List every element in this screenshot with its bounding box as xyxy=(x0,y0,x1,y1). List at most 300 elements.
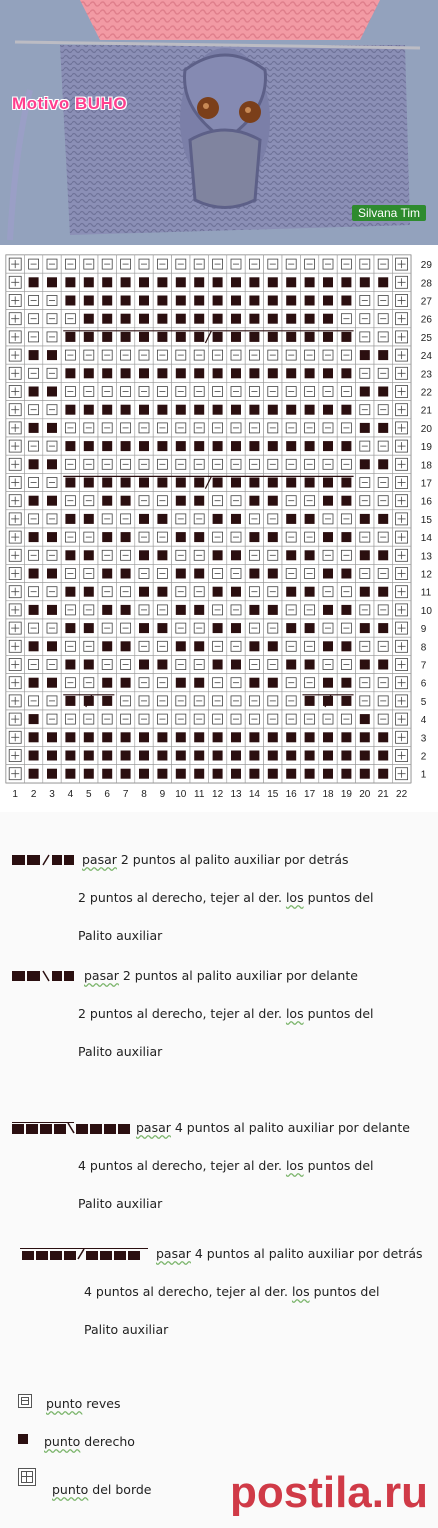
knit-stitch-mark xyxy=(305,623,315,633)
knit-stitch-mark xyxy=(157,623,167,633)
knit-stitch-mark xyxy=(249,532,259,542)
cable-2x2-front-icon xyxy=(12,970,74,982)
knit-stitch-mark xyxy=(268,277,278,287)
legend-line: Palito auxiliar xyxy=(78,1196,163,1211)
knit-stitch-mark xyxy=(65,277,75,287)
knit-stitch-mark xyxy=(176,296,186,306)
knit-stitch-mark xyxy=(360,514,370,524)
photo-credit: Silvana Tim xyxy=(352,205,426,221)
knit-stitch-mark xyxy=(157,314,167,324)
knit-stitch-mark xyxy=(47,732,57,742)
knit-stitch-mark xyxy=(121,496,131,506)
knit-stitch-mark xyxy=(249,296,259,306)
knit-stitch-mark xyxy=(139,623,149,633)
knit-stitch-mark xyxy=(286,751,296,761)
knit-stitch-mark xyxy=(268,296,278,306)
knit-stitch-mark xyxy=(268,368,278,378)
watermark: postila.ru xyxy=(229,1468,428,1517)
knit-stitch-mark xyxy=(102,769,112,779)
knit-stitch-mark xyxy=(231,751,241,761)
row-number: 10 xyxy=(420,605,432,617)
column-number: 6 xyxy=(104,788,110,800)
knit-stitch-mark xyxy=(268,641,278,651)
knit-stitch-mark xyxy=(84,332,94,342)
knit-stitch-mark xyxy=(194,641,204,651)
knit-stitch-mark xyxy=(286,277,296,287)
knit-stitch-mark xyxy=(213,332,223,342)
knit-stitch-mark xyxy=(139,514,149,524)
knit-stitch-mark xyxy=(305,332,315,342)
row-number: 26 xyxy=(420,314,432,326)
knit-stitch-mark xyxy=(157,296,167,306)
knit-stitch-mark xyxy=(157,405,167,415)
knit-stitch-mark xyxy=(268,605,278,615)
knit-stitch-mark xyxy=(139,751,149,761)
knit-stitch-mark xyxy=(286,660,296,670)
knit-stitch-mark xyxy=(139,405,149,415)
knit-stitch-mark xyxy=(249,277,259,287)
legend-key-label: punto derecho xyxy=(44,1434,135,1449)
column-number: 5 xyxy=(86,788,92,800)
knit-stitch-mark xyxy=(213,587,223,597)
knit-stitch-mark xyxy=(121,732,131,742)
knit-stitch-mark xyxy=(323,769,333,779)
knit-stitch-mark xyxy=(268,496,278,506)
row-number: 18 xyxy=(420,460,432,472)
legend-line: 2 puntos al derecho, tejer al der. los puntos del xyxy=(78,890,374,905)
knit-stitch-mark xyxy=(341,496,351,506)
knit-stitch-mark xyxy=(323,478,333,488)
knit-stitch-mark xyxy=(378,423,388,433)
column-number: 2 xyxy=(30,788,37,800)
knit-stitch-mark xyxy=(378,660,388,670)
column-number: 21 xyxy=(377,788,389,800)
knit-stitch-mark xyxy=(268,732,278,742)
knit-stitch-mark xyxy=(102,441,112,451)
knit-stitch-mark xyxy=(323,368,333,378)
legend-line: pasar 2 puntos al palito auxiliar por detrás xyxy=(82,852,349,867)
knit-stitch-mark xyxy=(157,277,167,287)
knit-stitch-mark xyxy=(213,314,223,324)
knit-stitch-mark xyxy=(65,405,75,415)
knit-stitch-mark xyxy=(84,587,94,597)
knit-stitch-mark xyxy=(47,641,57,651)
knit-stitch-mark xyxy=(286,332,296,342)
knit-stitch-mark xyxy=(286,550,296,560)
row-number: 16 xyxy=(420,496,432,508)
knit-stitch-mark xyxy=(360,714,370,724)
column-number: 19 xyxy=(340,788,352,800)
legend-key-label: punto del borde xyxy=(52,1482,152,1497)
knit-stitch-mark xyxy=(323,441,333,451)
legend-line: pasar 4 puntos al palito auxiliar por detrás xyxy=(156,1246,423,1261)
row-number: 27 xyxy=(420,296,432,308)
knit-stitch-mark xyxy=(121,296,131,306)
knit-stitch-mark xyxy=(286,623,296,633)
knit-stitch-mark xyxy=(102,751,112,761)
knit-stitch-mark xyxy=(121,332,131,342)
knit-stitch-mark xyxy=(249,332,259,342)
knit-stitch-mark xyxy=(305,314,315,324)
column-number: 15 xyxy=(267,788,279,800)
row-number: 9 xyxy=(420,624,427,636)
knit-stitch-mark xyxy=(84,660,94,670)
knit-stitch-mark xyxy=(194,314,204,324)
knit-stitch-mark xyxy=(268,314,278,324)
knit-stitch-mark xyxy=(323,277,333,287)
knit-stitch-mark xyxy=(305,751,315,761)
knit-stitch-mark xyxy=(286,769,296,779)
column-number: 13 xyxy=(230,788,242,800)
knit-stitch-mark xyxy=(29,751,39,761)
knit-stitch-mark xyxy=(213,478,223,488)
knit-stitch-mark xyxy=(231,368,241,378)
knit-stitch-mark xyxy=(121,678,131,688)
knit-stitch-mark xyxy=(176,277,186,287)
owl-swatch-photo xyxy=(0,0,438,245)
column-number: 10 xyxy=(175,788,187,800)
knit-stitch-mark xyxy=(213,514,223,524)
row-number: 3 xyxy=(420,733,427,745)
knit-stitch-mark xyxy=(231,550,241,560)
legend-panel xyxy=(0,812,438,1528)
knit-stitch-icon xyxy=(18,1434,28,1444)
knit-stitch-mark xyxy=(305,368,315,378)
row-number: 20 xyxy=(420,423,432,435)
knit-stitch-mark xyxy=(249,769,259,779)
knit-stitch-mark xyxy=(305,660,315,670)
row-number: 28 xyxy=(420,278,432,290)
knit-stitch-mark xyxy=(65,441,75,451)
knit-stitch-mark xyxy=(139,769,149,779)
knit-stitch-mark xyxy=(157,660,167,670)
row-number: 12 xyxy=(420,569,432,581)
knit-stitch-mark xyxy=(157,514,167,524)
knit-stitch-mark xyxy=(84,623,94,633)
knit-stitch-mark xyxy=(231,296,241,306)
knit-stitch-mark xyxy=(231,314,241,324)
cable-2x2-back-icon xyxy=(12,854,74,866)
knit-stitch-mark xyxy=(323,496,333,506)
knit-stitch-mark xyxy=(29,423,39,433)
knit-stitch-mark xyxy=(305,277,315,287)
column-number: 9 xyxy=(159,788,166,800)
knit-stitch-mark xyxy=(121,769,131,779)
knit-stitch-mark xyxy=(29,678,39,688)
row-number: 14 xyxy=(420,533,432,545)
knit-stitch-mark xyxy=(157,478,167,488)
knit-stitch-mark xyxy=(213,550,223,560)
knit-stitch-mark xyxy=(378,623,388,633)
knit-stitch-mark xyxy=(157,332,167,342)
knit-stitch-mark xyxy=(341,332,351,342)
knit-stitch-mark xyxy=(249,314,259,324)
knit-stitch-mark xyxy=(194,751,204,761)
knit-stitch-mark xyxy=(194,532,204,542)
knit-stitch-mark xyxy=(65,732,75,742)
row-number: 6 xyxy=(420,678,427,690)
column-number: 22 xyxy=(396,788,408,800)
knit-stitch-mark xyxy=(65,514,75,524)
knit-stitch-mark xyxy=(65,550,75,560)
knit-stitch-mark xyxy=(84,441,94,451)
knit-stitch-mark xyxy=(194,769,204,779)
knit-stitch-mark xyxy=(139,332,149,342)
knit-stitch-mark xyxy=(268,678,278,688)
knit-stitch-mark xyxy=(249,678,259,688)
knit-stitch-mark xyxy=(360,387,370,397)
knit-stitch-mark xyxy=(65,296,75,306)
knit-stitch-mark xyxy=(323,332,333,342)
row-number: 1 xyxy=(420,769,427,781)
knit-stitch-mark xyxy=(176,641,186,651)
knit-stitch-mark xyxy=(286,478,296,488)
knit-stitch-mark xyxy=(286,314,296,324)
knit-stitch-mark xyxy=(121,605,131,615)
knit-stitch-mark xyxy=(341,296,351,306)
column-number: 7 xyxy=(122,788,129,800)
knit-stitch-mark xyxy=(360,423,370,433)
knit-stitch-mark xyxy=(194,496,204,506)
knit-stitch-mark xyxy=(157,751,167,761)
knit-stitch-mark xyxy=(360,732,370,742)
knit-stitch-mark xyxy=(29,277,39,287)
knit-stitch-mark xyxy=(194,605,204,615)
knit-stitch-mark xyxy=(231,514,241,524)
knit-stitch-mark xyxy=(341,732,351,742)
knit-stitch-mark xyxy=(213,441,223,451)
knit-stitch-mark xyxy=(286,514,296,524)
knit-stitch-mark xyxy=(323,641,333,651)
knit-stitch-mark xyxy=(213,732,223,742)
knit-stitch-mark xyxy=(194,405,204,415)
knit-stitch-mark xyxy=(29,569,39,579)
knit-stitch-mark xyxy=(29,714,39,724)
knit-stitch-mark xyxy=(268,441,278,451)
knit-stitch-mark xyxy=(65,751,75,761)
knit-stitch-mark xyxy=(139,314,149,324)
knit-stitch-mark xyxy=(213,296,223,306)
knit-stitch-mark xyxy=(121,368,131,378)
knit-stitch-mark xyxy=(84,277,94,287)
knit-stitch-mark xyxy=(65,696,75,706)
knit-stitch-mark xyxy=(378,550,388,560)
knit-stitch-mark xyxy=(65,587,75,597)
knit-stitch-mark xyxy=(121,478,131,488)
knit-stitch-mark xyxy=(29,496,39,506)
knit-stitch-mark xyxy=(249,751,259,761)
row-number: 21 xyxy=(420,405,432,417)
knit-stitch-mark xyxy=(47,459,57,469)
column-number: 20 xyxy=(359,788,371,800)
knit-stitch-mark xyxy=(102,332,112,342)
row-number: 25 xyxy=(420,332,432,344)
knit-stitch-mark xyxy=(194,368,204,378)
knit-stitch-mark xyxy=(176,678,186,688)
knit-stitch-mark xyxy=(139,368,149,378)
knit-stitch-mark xyxy=(268,569,278,579)
knit-stitch-mark xyxy=(102,405,112,415)
knit-stitch-mark xyxy=(378,459,388,469)
knit-stitch-mark xyxy=(360,660,370,670)
knit-stitch-mark xyxy=(305,478,315,488)
knit-stitch-mark xyxy=(341,478,351,488)
knit-stitch-mark xyxy=(213,623,223,633)
knit-stitch-mark xyxy=(231,623,241,633)
legend-line: 4 puntos al derecho, tejer al der. los puntos del xyxy=(84,1284,380,1299)
knit-stitch-mark xyxy=(268,751,278,761)
knit-stitch-mark xyxy=(305,696,315,706)
knit-stitch-mark xyxy=(47,751,57,761)
knit-stitch-mark xyxy=(121,314,131,324)
knit-stitch-mark xyxy=(47,605,57,615)
knit-stitch-mark xyxy=(213,277,223,287)
knit-stitch-mark xyxy=(157,587,167,597)
row-number: 13 xyxy=(420,551,432,563)
knit-stitch-mark xyxy=(286,405,296,415)
knit-stitch-mark xyxy=(194,678,204,688)
knit-stitch-mark xyxy=(231,441,241,451)
knit-stitch-mark xyxy=(29,641,39,651)
column-number: 16 xyxy=(285,788,297,800)
knit-stitch-mark xyxy=(378,732,388,742)
knit-stitch-mark xyxy=(231,277,241,287)
knit-stitch-mark xyxy=(102,605,112,615)
knit-stitch-mark xyxy=(121,532,131,542)
knit-stitch-mark xyxy=(102,569,112,579)
knit-stitch-mark xyxy=(341,696,351,706)
row-number: 7 xyxy=(420,660,427,672)
knit-stitch-mark xyxy=(176,751,186,761)
knit-stitch-mark xyxy=(194,569,204,579)
row-number: 23 xyxy=(420,369,432,381)
knit-stitch-mark xyxy=(84,514,94,524)
knitting-chart xyxy=(0,251,438,807)
knit-stitch-mark xyxy=(102,478,112,488)
legend-line: 4 puntos al derecho, tejer al der. los puntos del xyxy=(78,1158,374,1173)
knit-stitch-mark xyxy=(47,769,57,779)
knit-stitch-mark xyxy=(341,368,351,378)
knit-stitch-mark xyxy=(249,441,259,451)
knit-stitch-mark xyxy=(84,405,94,415)
knit-stitch-mark xyxy=(360,459,370,469)
knit-stitch-mark xyxy=(305,405,315,415)
knit-stitch-mark xyxy=(305,550,315,560)
knit-stitch-mark xyxy=(65,660,75,670)
knit-stitch-mark xyxy=(231,478,241,488)
knit-stitch-mark xyxy=(360,587,370,597)
knit-stitch-mark xyxy=(176,532,186,542)
knit-stitch-mark xyxy=(157,732,167,742)
knit-stitch-mark xyxy=(249,569,259,579)
knit-stitch-mark xyxy=(29,769,39,779)
knit-stitch-mark xyxy=(194,441,204,451)
column-number: 1 xyxy=(12,788,18,800)
legend-key-label: punto reves xyxy=(46,1396,121,1411)
knit-stitch-mark xyxy=(231,660,241,670)
column-number: 11 xyxy=(194,788,205,800)
knit-stitch-mark xyxy=(231,732,241,742)
knit-stitch-mark xyxy=(213,751,223,761)
legend-line: pasar 2 puntos al palito auxiliar por delante xyxy=(84,968,358,983)
knit-stitch-mark xyxy=(268,405,278,415)
knit-stitch-mark xyxy=(84,769,94,779)
knit-stitch-mark xyxy=(176,605,186,615)
knit-stitch-mark xyxy=(378,514,388,524)
knit-stitch-mark xyxy=(323,532,333,542)
knit-stitch-mark xyxy=(157,441,167,451)
knit-stitch-mark xyxy=(249,405,259,415)
knit-stitch-mark xyxy=(194,277,204,287)
knit-stitch-mark xyxy=(305,296,315,306)
knit-stitch-mark xyxy=(102,641,112,651)
knit-stitch-mark xyxy=(378,350,388,360)
knit-stitch-mark xyxy=(249,605,259,615)
knit-stitch-mark xyxy=(286,587,296,597)
knit-stitch-mark xyxy=(157,769,167,779)
column-number: 3 xyxy=(49,788,55,800)
knit-stitch-mark xyxy=(305,441,315,451)
row-number: 15 xyxy=(420,514,432,526)
knit-stitch-mark xyxy=(341,532,351,542)
knit-stitch-mark xyxy=(84,550,94,560)
knit-stitch-mark xyxy=(249,478,259,488)
knit-stitch-mark xyxy=(341,678,351,688)
knit-stitch-mark xyxy=(157,550,167,560)
knit-stitch-mark xyxy=(249,732,259,742)
knit-stitch-mark xyxy=(47,496,57,506)
knit-stitch-mark xyxy=(305,732,315,742)
knit-stitch-mark xyxy=(360,277,370,287)
knit-stitch-mark xyxy=(360,550,370,560)
knit-stitch-mark xyxy=(47,532,57,542)
knit-stitch-mark xyxy=(65,368,75,378)
knit-stitch-mark xyxy=(65,332,75,342)
knit-stitch-mark xyxy=(102,314,112,324)
knit-stitch-mark xyxy=(360,350,370,360)
knit-stitch-mark xyxy=(305,587,315,597)
knit-stitch-mark xyxy=(176,441,186,451)
knit-stitch-mark xyxy=(249,496,259,506)
knit-stitch-mark xyxy=(341,605,351,615)
knit-stitch-mark xyxy=(121,569,131,579)
knit-stitch-mark xyxy=(121,405,131,415)
knit-stitch-mark xyxy=(139,732,149,742)
row-number: 8 xyxy=(420,642,427,654)
knit-stitch-mark xyxy=(139,296,149,306)
knit-stitch-mark xyxy=(323,605,333,615)
knit-stitch-mark xyxy=(102,532,112,542)
row-number: 5 xyxy=(420,696,427,708)
knit-stitch-mark xyxy=(341,751,351,761)
knit-stitch-mark xyxy=(47,387,57,397)
row-number: 4 xyxy=(420,715,427,727)
knit-stitch-mark xyxy=(176,314,186,324)
column-number: 18 xyxy=(322,788,334,800)
knit-stitch-mark xyxy=(102,732,112,742)
knit-stitch-mark xyxy=(176,405,186,415)
legend-line: pasar 4 puntos al palito auxiliar por delante xyxy=(136,1120,410,1135)
knit-stitch-mark xyxy=(305,514,315,524)
knit-stitch-mark xyxy=(231,769,241,779)
knit-stitch-mark xyxy=(102,368,112,378)
knit-stitch-mark xyxy=(231,405,241,415)
knit-stitch-mark xyxy=(47,277,57,287)
column-number: 14 xyxy=(248,788,260,800)
knit-stitch-mark xyxy=(213,368,223,378)
knit-stitch-mark xyxy=(29,387,39,397)
knit-stitch-mark xyxy=(323,751,333,761)
